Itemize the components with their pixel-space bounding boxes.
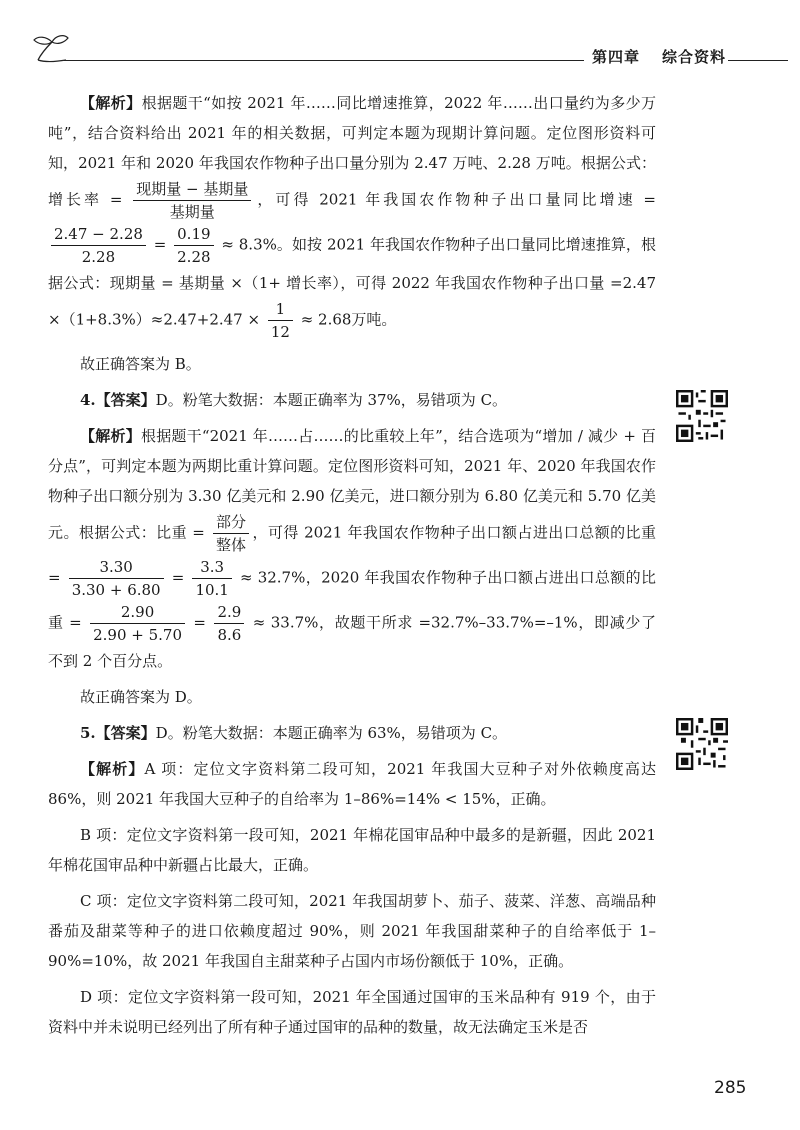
denominator: 2.28 [81,248,116,266]
numerator: 2.47 − 2.28 [51,223,146,246]
text: ，可得 2021 年我国农作物种子出口量同比增速 = [254,190,656,209]
numerator: 部分 [213,511,249,534]
page-header [0,0,800,70]
header-rule-left [64,60,584,61]
text: ≈ 8.3%。如按 2021 年我国农作物种子出口量同比增速推算，根据公式：现期量 = 基期量 ×（1+ 增长率），可得 2022 年我国农作物种子出口量 =2.47 ×（1+8.3%）≈2.47+2.47 × [48,235,656,329]
text: ≈ 32.7%，2020 年我国农作物种子出口额占进出口总额的比重 = [48,568,656,632]
text: A 项：定位文字资料第二段可知，2021 年我国大豆种子对外依赖度高达 86%，则 2021 年我国大豆种子的自给率为 1–86%=14% < 15%，正确。 [48,760,656,808]
numerator: 现期量 − 基期量 [133,178,251,201]
analysis-label: 【解析】 [80,760,145,778]
denominator: 8.6 [217,626,242,644]
numerator: 0.19 [174,223,213,246]
chapter-label: 第四章 [592,48,641,66]
text: = [148,235,172,254]
answer-q4 [48,385,656,415]
analysis-q5-option-a [48,754,656,814]
fraction-one-twelfth [268,298,293,343]
numerator: 3.30 [69,556,164,579]
text: = [166,568,190,587]
answer-label: 5.【答案】 [80,724,156,742]
analysis-label: 【解析】 [80,427,141,445]
header-rule-right [728,60,788,61]
fraction-share-2021-simplified [192,556,231,601]
analysis-q3 [48,88,656,343]
analysis-label: 【解析】 [80,94,142,112]
qr-code-icon[interactable] [676,390,728,442]
analysis-q5-option-b: B 项：定位文字资料第一段可知，2021 年棉花国审品种中最多的是新疆，因此 2021 年棉花国审品种中新疆占比最大，正确。 [48,826,656,874]
numerator: 2.9 [214,601,244,624]
answer-label: 4.【答案】 [80,391,156,409]
analysis-q4 [48,421,656,676]
fraction-growth-formula [133,178,251,223]
text: 根据题干“如按 2021 年……同比增速推算，2022 年……出口量约为多少万吨”，结合资料给出 2021 年的相关数据，可判定本题为现期计算问题。定位图形资料可知，2021 年和 2020 年我国农作物种子出口量分别为 2.47 万吨、2.28 万吨。根据公式：增长率 = [48,94,656,209]
denominator: 2.28 [177,248,211,266]
denominator: 基期量 [169,203,215,221]
page-number: 285 [714,1078,747,1098]
fraction-share-2020-simplified [214,601,244,646]
page-content [48,88,656,1042]
answer-text: D。粉笔大数据：本题正确率为 37%，易错项为 C。 [155,391,508,409]
denominator: 10.1 [195,581,229,599]
conclusion-q3: 故正确答案为 B。 [80,355,201,373]
conclusion-q4: 故正确答案为 D。 [80,688,202,706]
numerator: 2.90 [90,601,185,624]
text: ，可得 2021 年我国农作物种子出口额占进出口总额的比重 = [48,523,656,587]
text: ≈ 2.68万吨。 [295,310,397,329]
fraction-growth-result [174,223,213,268]
fraction-growth-calc [51,223,146,268]
fraction-share-2020 [90,601,185,646]
text: 根据题干“2021 年……占……的比重较上年”，结合选项为“增加 / 减少 + 百分点”，可判定本题为两期比重计算问题。定位图形资料可知，2021 年、2020 年我国农作物种子出口额分别为 3.30 亿美元和 2.90 亿美元，进口额分别为 6.80 亿美元和 5.70 亿美元。根据公式：比重 = [48,427,656,542]
numerator: 3.3 [192,556,231,579]
section-label: 综合资料 [662,48,727,66]
chapter-heading [592,46,726,67]
denominator: 12 [270,323,290,341]
analysis-q5-option-d: D 项：定位文字资料第一段可知，2021 年全国通过国审的玉米品种有 919 个，由于资料中并未说明已经列出了所有种子通过国审的品种的数量，故无法确定玉米是否 [48,988,656,1036]
fraction-share-formula [213,511,249,556]
answer-text: D。粉笔大数据：本题正确率为 63%，易错项为 C。 [155,724,508,742]
denominator: 整体 [216,536,247,554]
denominator: 2.90 + 5.70 [93,626,182,644]
denominator: 3.30 + 6.80 [71,581,161,599]
text: ≈ 33.7%，故题干所求 =32.7%–33.7%=–1%，即减少了不到 2 个百分点。 [48,613,656,670]
answer-q5 [48,718,656,748]
qr-code-icon[interactable] [676,718,728,770]
numerator: 1 [268,298,293,321]
text: = [188,613,212,632]
fraction-share-2021 [69,556,164,601]
analysis-q5-option-c: C 项：定位文字资料第二段可知，2021 年我国胡萝卜、茄子、菠菜、洋葱、高端品种番茄及甜菜等种子的进口依赖度超过 90%，则 2021 年我国甜菜种子的自给率低于 1–90%=10%，故 2021 年我国自主甜菜种子占国内市场份额低于 10%，正确。 [48,892,656,970]
